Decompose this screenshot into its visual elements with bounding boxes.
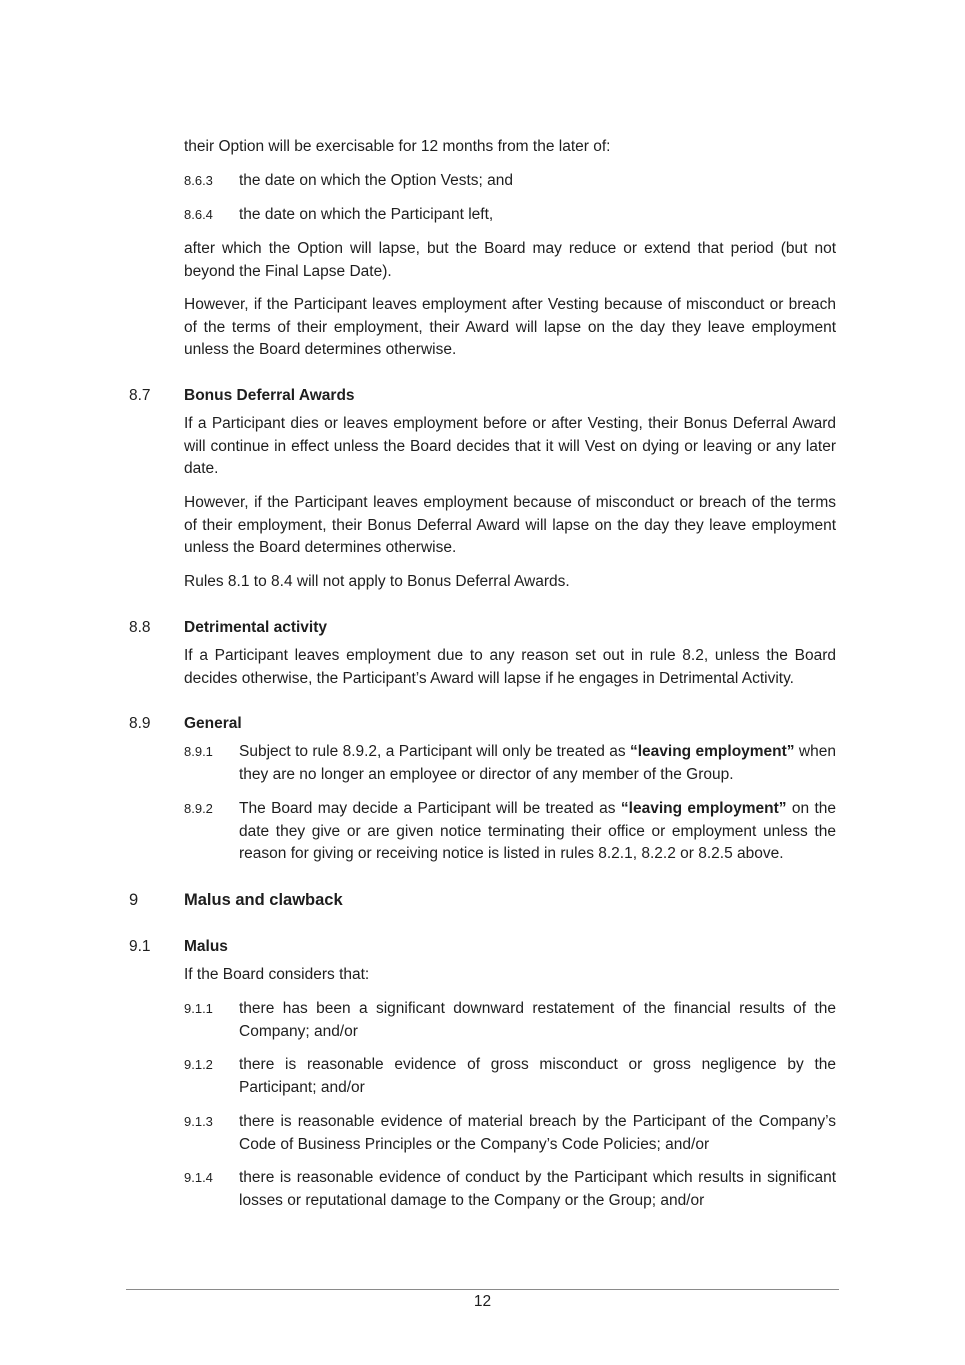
item-number: 8.9.1 (184, 744, 213, 759)
section-title: Malus and clawback (184, 891, 343, 909)
item-text: the date on which the Participant left, (239, 206, 494, 223)
item-text-part: when they are no longer an employee or director of any member of the Group. (239, 743, 836, 783)
item-text-part: The Board may decide a Participant will be treated as (239, 800, 621, 817)
item-number: 8.6.3 (184, 173, 213, 188)
section-number: 9 (129, 891, 139, 909)
paragraph: If a Participant leaves employment due to any reason set out in rule 8.2, unless the Board decides otherwise, the Participant’s Award will lapse if he engages in Detrimental Activity. (184, 647, 836, 687)
section-title: Detrimental activity (184, 619, 327, 636)
item-text: there is reasonable evidence of conduct by the Participant which results in significant losses or reputational damage to the Company or the Group; and/or (239, 1169, 836, 1209)
section-number: 8.7 (129, 387, 151, 404)
item-text-part: Subject to rule 8.9.2, a Participant will only be treated as (239, 743, 630, 760)
footer-divider (126, 1289, 839, 1290)
defined-term: “leaving employment” (620, 800, 787, 817)
item-number: 9.1.1 (184, 1001, 213, 1016)
item-text (239, 741, 836, 786)
paragraph: If a Participant dies or leaves employment before or after Vesting, their Bonus Deferral Award will continue in effect unless the Board decides that it will Vest on dying or leaving or any later date. (184, 415, 836, 477)
paragraph: However, if the Participant leaves employment after Vesting because of misconduct or breach of the terms of their employment, their Award will lapse on the day they leave employment unless the Board determines otherwise. (184, 296, 836, 358)
paragraph: after which the Option will lapse, but the Board may reduce or extend that period (but not beyond the Final Lapse Date). (184, 240, 836, 280)
section-number: 8.9 (129, 715, 151, 732)
section-number: 8.8 (129, 619, 151, 636)
page-number: 12 (473, 1293, 492, 1310)
item-number: 9.1.3 (184, 1114, 213, 1129)
item-number: 8.6.4 (184, 207, 213, 222)
paragraph: Rules 8.1 to 8.4 will not apply to Bonus Deferral Awards. (184, 573, 570, 590)
item-text: there has been a significant downward restatement of the financial results of the Company; and/or (239, 1000, 836, 1040)
item-text-part: on the date they give or are given notice terminating their office or employment unless the reason for giving or receiving notice is listed in rules 8.2.1, 8.2.2 or 8.2.5 above. (239, 800, 836, 862)
item-text: there is reasonable evidence of material breach by the Participant of the Company’s Code of Business Principles or the Company’s Code Policies; and/or (239, 1113, 836, 1153)
defined-term: “leaving employment” (629, 743, 795, 760)
paragraph: If the Board considers that: (184, 966, 370, 983)
item-text (239, 798, 836, 866)
section-title: Malus (184, 938, 228, 955)
section-title: General (184, 715, 242, 732)
section-number: 9.1 (129, 938, 151, 955)
item-number: 8.9.2 (184, 801, 213, 816)
item-text: there is reasonable evidence of gross misconduct or gross negligence by the Participant; and/or (239, 1056, 836, 1096)
item-number: 9.1.4 (184, 1170, 213, 1185)
item-number: 9.1.2 (184, 1057, 213, 1072)
section-title: Bonus Deferral Awards (184, 387, 355, 404)
intro-lead: their Option will be exercisable for 12 months from the later of: (184, 138, 611, 155)
item-text: the date on which the Option Vests; and (239, 172, 514, 189)
paragraph: However, if the Participant leaves employment because of misconduct or breach of the terms of their employment, their Bonus Deferral Award will lapse on the day they leave employment unless the Board determines otherwise. (184, 494, 836, 556)
